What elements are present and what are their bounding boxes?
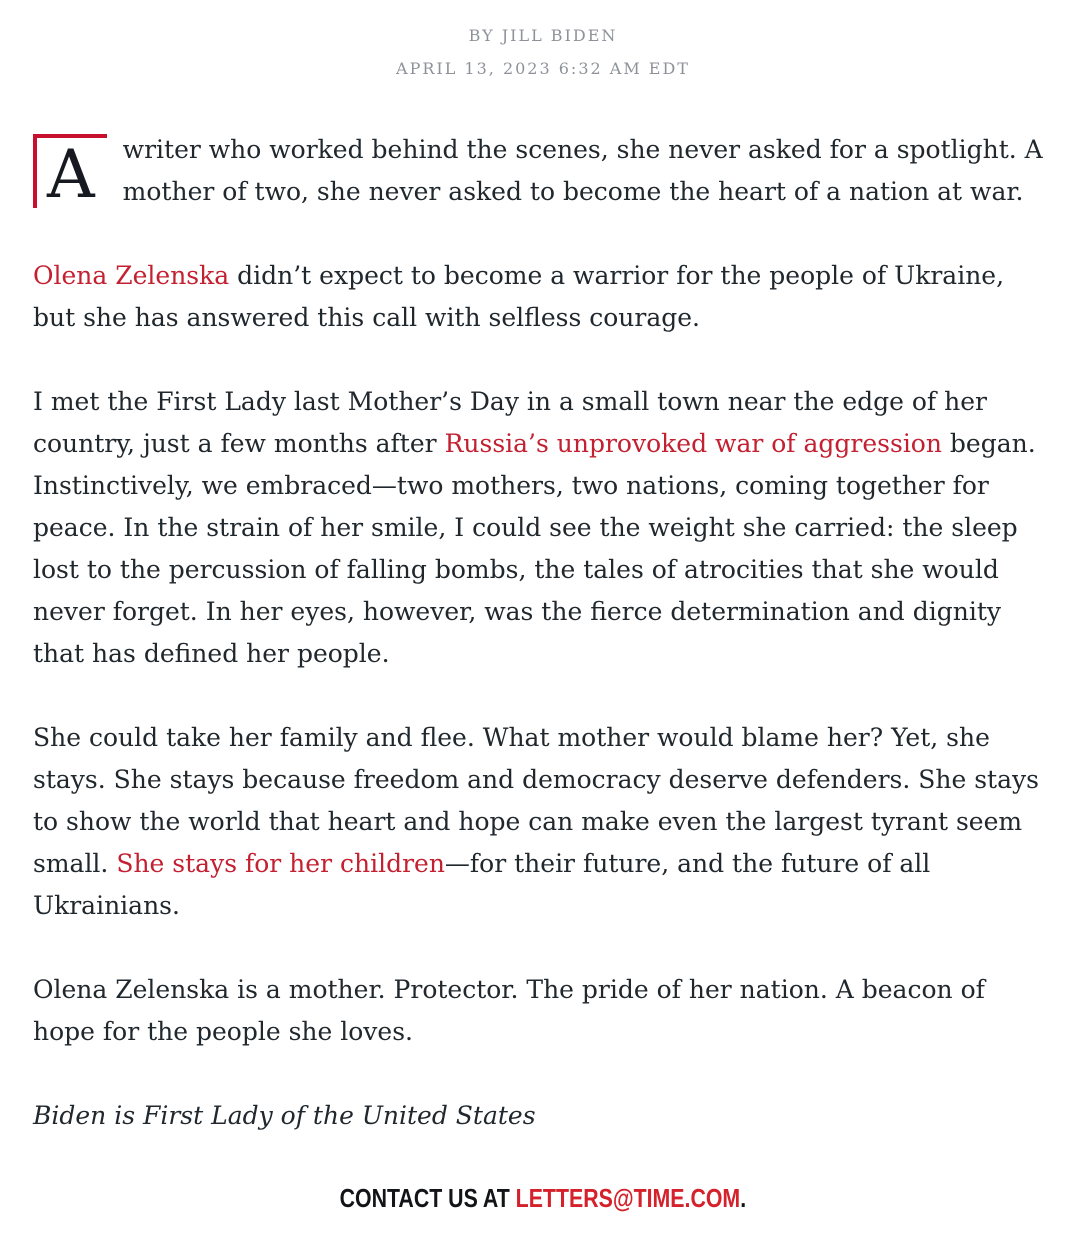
contact-line bbox=[33, 1183, 1053, 1214]
contact-suffix: . bbox=[740, 1183, 747, 1213]
article-paragraph bbox=[33, 717, 1053, 927]
paragraph-text: Olena Zelenska is a mother. Protector. The pride of her nation. A beacon of hope for the people she loves. bbox=[33, 975, 985, 1046]
article-paragraph bbox=[33, 381, 1053, 675]
paragraph-text: writer who worked behind the scenes, she never asked for a spotlight. A mother of two, she never asked to become the heart of a nation at war. bbox=[122, 135, 1043, 206]
contact-prefix: CONTACT US AT bbox=[339, 1183, 516, 1213]
article-paragraph bbox=[33, 129, 1053, 213]
article-paragraph bbox=[33, 969, 1053, 1053]
drop-cap: A bbox=[33, 134, 107, 208]
article-inline-link[interactable]: Russia’s unprovoked war of aggression bbox=[444, 429, 942, 458]
paragraph-text: began. Instinctively, we embraced—two mothers, two nations, coming together for peace. In the strain of her smile, I could see the weight she carried: the sleep lost to the percussion of falling bombs, the tales of atrocities that she would never forget. In her eyes, however, was the fierce determination and dignity that has defined her people. bbox=[33, 429, 1036, 668]
author-signoff: Biden is First Lady of the United States bbox=[33, 1101, 536, 1130]
paragraph-text: She could take her family and flee. What mother would blame her? Yet, she stays. She stays because freedom and democracy deserve defenders. She stays to show the world that heart and hope can make even the largest tyrant seem small. bbox=[33, 723, 1039, 878]
article-meta bbox=[33, 26, 1053, 79]
contact-email-link[interactable]: LETTERS@TIME.COM bbox=[515, 1183, 741, 1213]
article-paragraph bbox=[33, 255, 1053, 339]
byline: BY JILL BIDEN bbox=[468, 26, 618, 45]
contact-line-text bbox=[340, 1183, 747, 1214]
article-inline-link[interactable]: Olena Zelenska bbox=[33, 261, 230, 290]
paragraph-text: —for their future, and the future of all Ukrainians. bbox=[33, 849, 931, 920]
dateline: APRIL 13, 2023 6:32 AM EDT bbox=[396, 59, 690, 78]
article-body bbox=[33, 129, 1053, 1137]
paragraph-text: didn’t expect to become a warrior for the people of Ukraine, but she has answered this call with selfless courage. bbox=[33, 261, 1005, 332]
article-inline-link[interactable]: She stays for her children bbox=[116, 849, 445, 878]
paragraph-text: I met the First Lady last Mother’s Day in a small town near the edge of her country, just a few months after bbox=[33, 387, 987, 458]
